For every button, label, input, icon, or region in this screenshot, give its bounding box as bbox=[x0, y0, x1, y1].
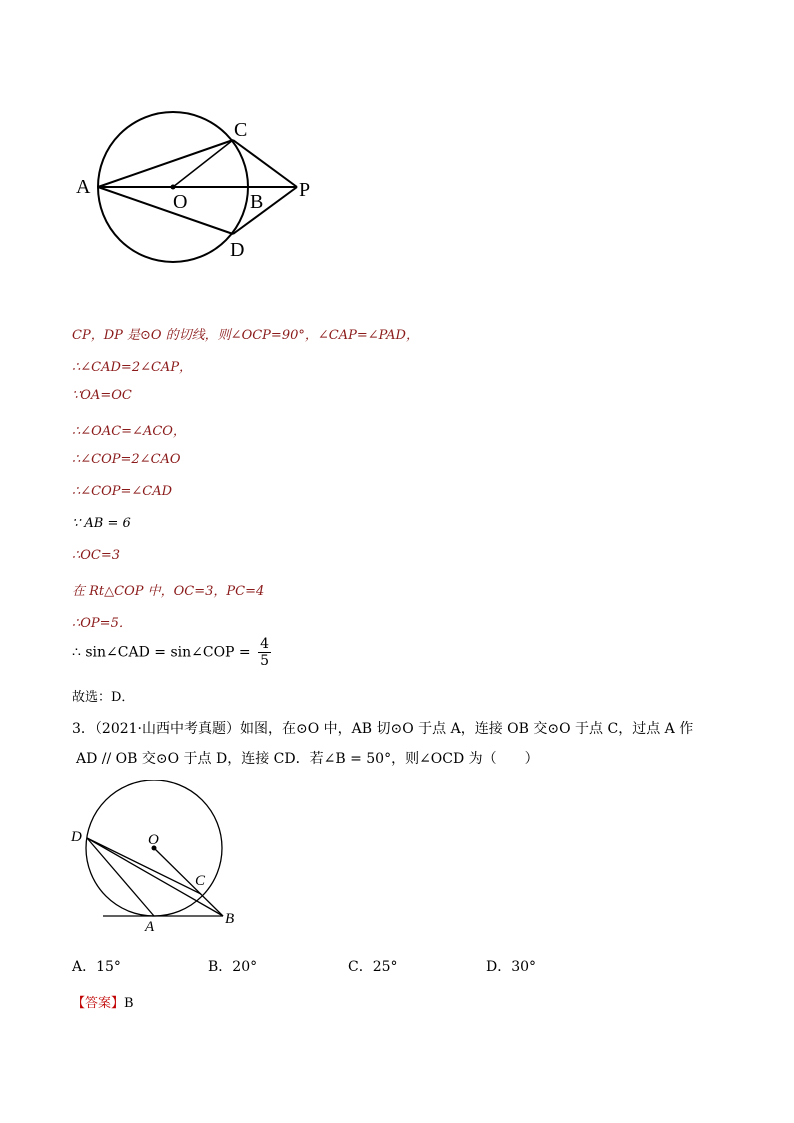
answer-value: B bbox=[124, 996, 134, 1011]
segment-ac bbox=[98, 140, 233, 187]
choice-c[interactable]: C．25° bbox=[348, 959, 398, 975]
answer-line bbox=[72, 992, 134, 1011]
sin-equation-prefix: ∴ sin∠CAD = sin∠COP = bbox=[72, 644, 251, 661]
fraction-denominator: 5 bbox=[260, 653, 270, 669]
segment-dc-2 bbox=[87, 838, 201, 894]
choice-b[interactable]: B．20° bbox=[208, 959, 258, 975]
solution-line-7: ∵ AB = 6 bbox=[72, 516, 131, 531]
label-a: A bbox=[76, 176, 91, 198]
label-b-2: B bbox=[225, 911, 235, 927]
label-b: B bbox=[250, 191, 264, 213]
solution-line-9: 在 Rt△COP 中，OC=3，PC=4 bbox=[72, 584, 265, 599]
label-a-2: A bbox=[145, 919, 155, 935]
sin-equation bbox=[72, 636, 271, 669]
choice-a[interactable]: A．15° bbox=[72, 959, 121, 975]
label-o: O bbox=[173, 191, 188, 213]
solution-line-2: ∴∠CAD=2∠CAP， bbox=[72, 360, 193, 375]
solution-line-1: CP，DP 是⊙O 的切线，则∠OCP=90°，∠CAP=∠PAD， bbox=[72, 328, 419, 343]
label-d: D bbox=[230, 239, 245, 261]
label-c: C bbox=[234, 119, 248, 141]
solution-line-5: ∴∠COP=2∠CAO bbox=[72, 452, 181, 467]
figure-1-circle-tangents bbox=[60, 100, 340, 270]
question-3-line-1: 3．（2021·山西中考真题）如图，在⊙O 中，AB 切⊙O 于点 A，连接 OB 交⊙O 于点 C，过点 A 作 bbox=[72, 721, 694, 737]
label-p: P bbox=[299, 179, 311, 201]
fraction-numerator: 4 bbox=[260, 636, 270, 652]
segment-ad bbox=[98, 187, 233, 234]
solution-line-8: ∴OC=3 bbox=[72, 548, 121, 563]
answer-bracket: 【答案】 bbox=[72, 996, 125, 1011]
segment-oc bbox=[173, 140, 233, 187]
choice-d[interactable]: D．30° bbox=[486, 959, 537, 975]
question-3-line-2: AD // OB 交⊙O 于点 D，连接 CD．若∠B = 50°，则∠OCD 为（ ） bbox=[76, 751, 539, 767]
segment-dp bbox=[233, 187, 297, 234]
label-o-2: O bbox=[148, 832, 159, 848]
choose-line: 故选：D． bbox=[72, 690, 135, 705]
label-c-2: C bbox=[195, 873, 206, 889]
segment-cp bbox=[233, 140, 297, 187]
solution-line-10: ∴OP=5． bbox=[72, 616, 132, 631]
solution-line-4: ∴∠OAC=∠ACO， bbox=[72, 424, 186, 439]
label-d-2: D bbox=[71, 829, 82, 845]
figure-2-circle-tangent bbox=[65, 780, 255, 940]
fraction bbox=[258, 636, 271, 669]
solution-line-3: ∵OA=OC bbox=[72, 388, 132, 403]
segment-ad-2 bbox=[87, 838, 154, 916]
solution-line-6: ∴∠COP=∠CAD bbox=[72, 484, 173, 499]
center-point-o bbox=[171, 185, 176, 190]
